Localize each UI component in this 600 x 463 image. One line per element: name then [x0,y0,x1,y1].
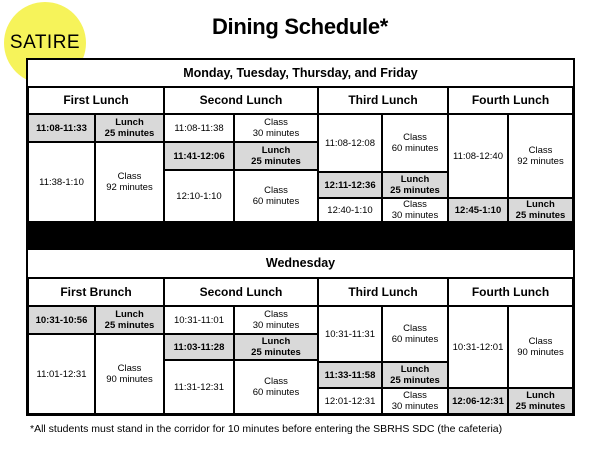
schedule-time-cell: 12:45-1:10 [448,198,508,222]
schedule-activity-cell: Class 92 minutes [508,114,573,198]
top-col-header-second: Second Lunch [164,87,318,114]
schedule-activity-cell: Class 92 minutes [95,142,164,222]
schedule-activity-cell: Class 90 minutes [95,334,164,414]
wednesday-section-header: Wednesday [28,250,573,278]
bottom-col-header-first: First Brunch [28,278,164,306]
schedule-activity-cell: Lunch 25 minutes [508,198,573,222]
schedule-time-cell: 11:33-11:58 [318,362,382,388]
top-col-header-third: Third Lunch [318,87,448,114]
schedule-activity-cell: Class 90 minutes [508,306,573,388]
schedule-activity-cell: Class 60 minutes [382,114,448,172]
schedule-time-cell: 11:38-1:10 [28,142,95,222]
schedule-time-cell: 11:08-12:08 [318,114,382,172]
schedule-activity-cell: Lunch 25 minutes [382,172,448,198]
schedule-activity-cell: Lunch 25 minutes [508,388,573,414]
schedule-time-cell: 11:31-12:31 [164,360,234,414]
schedule-time-cell: 12:06-12:31 [448,388,508,414]
weekday-section-header: Monday, Tuesday, Thursday, and Friday [28,60,573,87]
bottom-col-header-second: Second Lunch [164,278,318,306]
bottom-col-header-fourth: Fourth Lunch [448,278,573,306]
section-divider [28,222,573,250]
schedule-activity-cell: Lunch 25 minutes [234,142,318,170]
schedule-time-cell: 12:40-1:10 [318,198,382,222]
top-col-header-first: First Lunch [28,87,164,114]
schedule-activity-cell: Class 60 minutes [382,306,448,362]
schedule-time-cell: 11:08-11:33 [28,114,95,142]
schedule-time-cell: 11:08-11:38 [164,114,234,142]
schedule-activity-cell: Class 30 minutes [382,198,448,222]
schedule-time-cell: 11:08-12:40 [448,114,508,198]
footnote: *All students must stand in the corridor for 10 minutes before entering the SBRHS SDC (the cafeteria) [30,423,503,435]
schedule-time-cell: 12:10-1:10 [164,170,234,222]
schedule-activity-cell: Class 30 minutes [234,306,318,334]
schedule-activity-cell: Lunch 25 minutes [95,114,164,142]
schedule-activity-cell: Class 30 minutes [382,388,448,414]
schedule-time-cell: 10:31-12:01 [448,306,508,388]
schedule-activity-cell: Lunch 25 minutes [382,362,448,388]
schedule-activity-cell: Class 60 minutes [234,170,318,222]
schedule-activity-cell: Lunch 25 minutes [234,334,318,360]
schedule-time-cell: 10:31-11:31 [318,306,382,362]
schedule-time-cell: 12:01-12:31 [318,388,382,414]
bottom-col-header-third: Third Lunch [318,278,448,306]
schedule-time-cell: 11:41-12:06 [164,142,234,170]
page-title: Dining Schedule* [211,14,389,39]
schedule-time-cell: 10:31-10:56 [28,306,95,334]
schedule-activity-cell: Class 30 minutes [234,114,318,142]
schedule-time-cell: 10:31-11:01 [164,306,234,334]
schedule-activity-cell: Lunch 25 minutes [95,306,164,334]
schedule-time-cell: 12:11-12:36 [318,172,382,198]
satire-badge-label: SATIRE [9,32,81,53]
schedule-time-cell: 11:03-11:28 [164,334,234,360]
schedule-activity-cell: Class 60 minutes [234,360,318,414]
schedule-time-cell: 11:01-12:31 [28,334,95,414]
schedule-table [26,58,575,416]
top-col-header-fourth: Fourth Lunch [448,87,573,114]
